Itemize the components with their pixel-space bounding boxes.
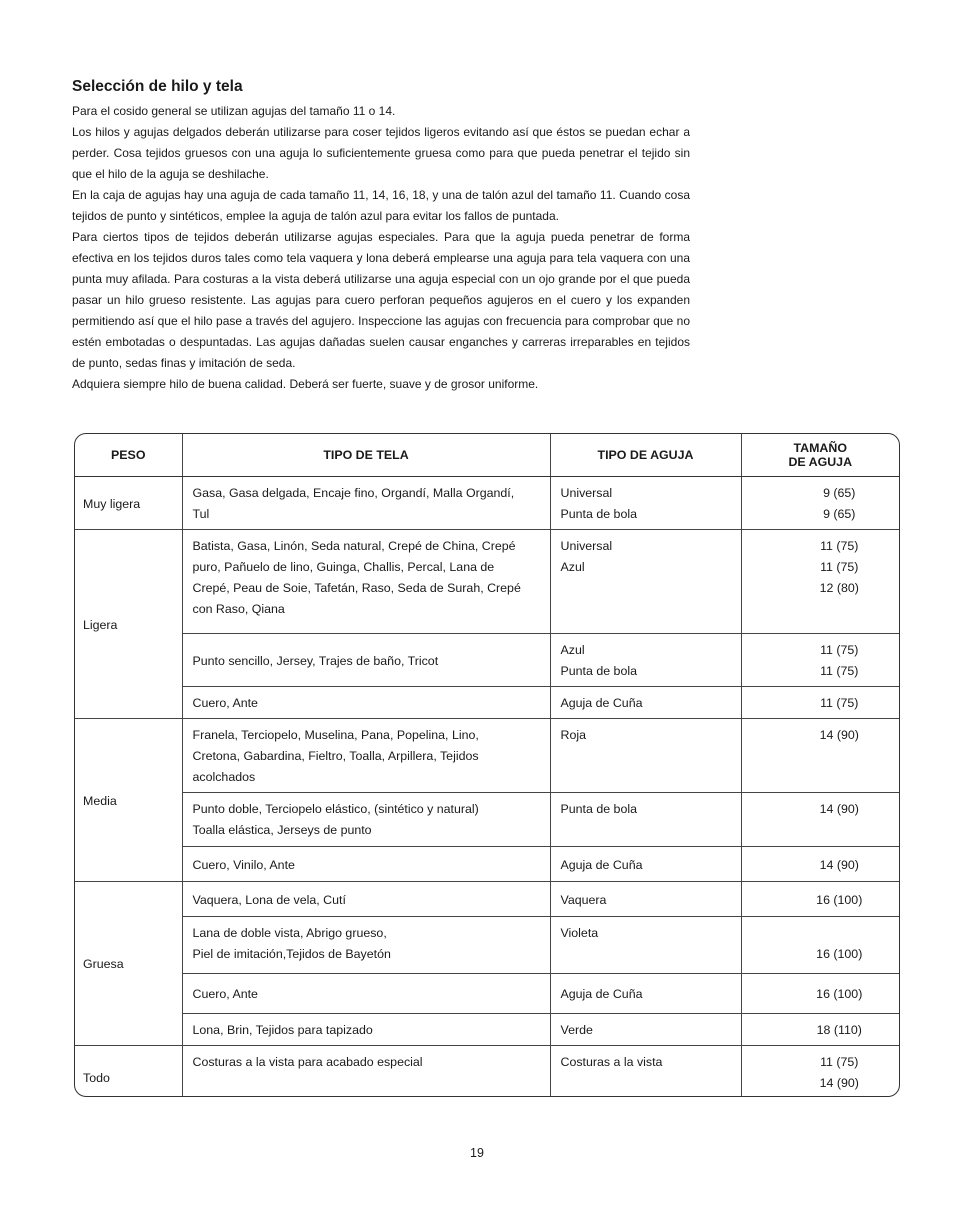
needle-type-cell-line: Aguja de Cuña <box>560 857 643 872</box>
paragraph: Para ciertos tipos de tejidos deberán utilizarse agujas especiales. Para que la aguja pueda penetrar de forma efectiva en los tejidos duros tales como tela vaquera y lona deberá emplearse una aguja para tela vaquera con una punta muy afilada. Para costuras a la vista deberá utilizarse una aguja especial con un ojo grande por el que pueda pasar un hilo grueso resistente. Las agujas para cuero perforan pequeños agujeros en el cuero y los expanden permitiendo así que el hilo pase a través del agujero. Inspeccione las agujas con frecuencia para comprobar que no estén embotadas o despuntadas. Las agujas dañadas suelen causar enganches y carreras irreparables en tejidos de punto, sedas finas y imitación de seda. <box>72 230 690 370</box>
needle-fabric-table <box>74 433 900 1097</box>
fabric-type-cell-line: Piel de imitación,Tejidos de Bayetón <box>192 947 391 961</box>
needle-size-cell <box>741 847 899 882</box>
fabric-type-cell-line: Costuras a la vista para acabado especial <box>192 1055 423 1069</box>
needle-size-cell-line: 9 (65) <box>823 507 856 521</box>
needle-size-cell-line: 11 (75) <box>820 1055 859 1069</box>
table-row <box>75 719 899 793</box>
header-tamano-line1: TAMAÑO <box>793 441 847 455</box>
needle-size-cell <box>741 793 899 847</box>
needle-type-cell <box>550 847 741 882</box>
fabric-type-cell-line: Vaquera, Lona de vela, Cutí <box>192 892 346 907</box>
table-row <box>75 847 899 882</box>
needle-type-cell-line: Roja <box>560 728 586 742</box>
fabric-type-cell-line: con Raso, Qiana <box>192 602 285 616</box>
needle-type-cell <box>550 634 741 687</box>
weight-cell: Todo <box>75 1046 182 1098</box>
needle-size-cell-line: 11 (75) <box>820 664 859 678</box>
needle-type-cell <box>550 974 741 1014</box>
fabric-type-cell-line: Cuero, Ante <box>192 987 258 1001</box>
table-row <box>75 634 899 687</box>
needle-type-cell-line: Aguja de Cuña <box>560 987 643 1001</box>
table-row <box>75 793 899 847</box>
needle-type-cell-line: Punta de bola <box>560 664 637 678</box>
fabric-type-cell-line: Cuero, Vinilo, Ante <box>192 857 295 872</box>
table-row <box>75 530 899 634</box>
fabric-type-cell <box>182 917 550 974</box>
needle-type-cell <box>550 882 741 917</box>
needle-type-cell-line: Verde <box>560 1023 593 1037</box>
needle-type-cell-line: Costuras a la vista <box>560 1055 663 1069</box>
fabric-type-cell <box>182 882 550 917</box>
header-tamano-line2: DE AGUJA <box>788 455 853 469</box>
needle-type-cell-line: Universal <box>560 539 613 553</box>
fabric-type-cell <box>182 847 550 882</box>
needle-size-cell-line: 12 (80) <box>819 581 859 595</box>
needle-size-cell-line: 18 (110) <box>816 1023 862 1037</box>
table-row <box>75 974 899 1014</box>
needle-size-cell <box>741 1046 899 1098</box>
needle-type-cell-line: Azul <box>560 643 585 657</box>
fabric-type-cell <box>182 477 550 530</box>
needle-size-cell <box>741 719 899 793</box>
fabric-type-cell-line: Cretona, Gabardina, Fieltro, Toalla, Arpillera, Tejidos <box>192 749 479 763</box>
fabric-type-cell-line: puro, Pañuelo de lino, Guinga, Challis, Percal, Lana de <box>192 560 495 574</box>
needle-size-cell <box>741 634 899 687</box>
fabric-type-cell-line: Lona, Brin, Tejidos para tapizado <box>192 1023 373 1037</box>
needle-size-cell-line: 14 (90) <box>819 857 859 872</box>
fabric-type-cell-line: Punto sencillo, Jersey, Trajes de baño, Tricot <box>192 653 439 668</box>
needle-type-cell <box>550 917 741 974</box>
fabric-type-cell-line: acolchados <box>192 770 256 784</box>
fabric-type-cell-line: Tul <box>192 507 210 521</box>
needle-size-cell <box>741 974 899 1014</box>
needle-type-cell <box>550 1046 741 1098</box>
fabric-type-cell <box>182 719 550 793</box>
fabric-type-cell <box>182 530 550 634</box>
needle-type-cell <box>550 477 741 530</box>
needle-type-cell <box>550 793 741 847</box>
needle-type-cell <box>550 687 741 719</box>
needle-type-cell-line: Punta de bola <box>560 507 637 521</box>
fabric-type-cell <box>182 974 550 1014</box>
fabric-type-cell <box>182 634 550 687</box>
header-tipo-tela: TIPO DE TELA <box>182 434 550 477</box>
needle-type-cell <box>550 1014 741 1046</box>
fabric-type-cell-line: Gasa, Gasa delgada, Encaje fino, Organdí, Malla Organdí, <box>192 486 515 500</box>
table-row <box>75 1014 899 1046</box>
needle-type-cell-line: Azul <box>560 560 585 574</box>
needle-size-cell <box>741 477 899 530</box>
fabric-type-cell-line: Cuero, Ante <box>192 696 258 710</box>
fabric-type-cell <box>182 1046 550 1098</box>
fabric-type-cell-line: Punto doble, Terciopelo elástico, (sintético y natural) <box>192 802 479 816</box>
needle-size-cell <box>741 917 899 974</box>
needle-size-cell-line: 9 (65) <box>823 486 856 500</box>
needle-size-cell-line <box>790 923 890 944</box>
fabric-type-cell <box>182 1014 550 1046</box>
needle-size-cell-line: 14 (90) <box>819 802 859 816</box>
paragraph: Para el cosido general se utilizan agujas del tamaño 11 o 14. <box>72 104 396 118</box>
needle-size-cell <box>741 687 899 719</box>
header-tamano <box>741 434 899 477</box>
weight-cell: Media <box>75 719 182 882</box>
paragraph: Los hilos y agujas delgados deberán utilizarse para coser tejidos ligeros evitando así que éstos se puedan echar a perder. Cosa tejidos gruesos con una aguja lo suficientemente gruesa como para que pueda penetrar el tejido sin que el hilo de la aguja se deshilache. <box>72 125 690 181</box>
paragraph: Adquiera siempre hilo de buena calidad. Deberá ser fuerte, suave y de grosor uniforme. <box>72 377 539 391</box>
needle-type-cell <box>550 530 741 634</box>
intro-text <box>72 101 690 395</box>
table-row <box>75 1046 899 1098</box>
table-row <box>75 477 899 530</box>
needle-type-cell-line: Universal <box>560 486 613 500</box>
fabric-type-cell <box>182 687 550 719</box>
needle-size-cell-line: 14 (90) <box>819 728 859 742</box>
needle-size-cell-line: 16 (100) <box>816 892 863 907</box>
needle-type-cell-line: Vaquera <box>560 892 607 907</box>
needle-size-cell <box>741 530 899 634</box>
fabric-type-cell-line: Lana de doble vista, Abrigo grueso, <box>192 926 387 940</box>
paragraph: En la caja de agujas hay una aguja de cada tamaño 11, 14, 16, 18, y una de talón azul del tamaño 11. Cuando cosa tejidos de punto y sintéticos, emplee la aguja de talón azul para evitar los fallos de puntada. <box>72 188 690 223</box>
header-peso: PESO <box>75 434 182 477</box>
table-body <box>75 477 899 1098</box>
needle-size-cell-line: 16 (100) <box>816 987 863 1001</box>
weight-cell: Muy ligera <box>75 477 182 530</box>
section-title: Selección de hilo y tela <box>72 78 243 95</box>
needle-type-cell-line: Punta de bola <box>560 802 637 816</box>
weight-cell: Gruesa <box>75 882 182 1046</box>
needle-type-cell-line: Violeta <box>560 926 599 940</box>
needle-size-cell-line: 11 (75) <box>820 560 859 574</box>
needle-size-cell-line: 11 (75) <box>820 696 859 710</box>
fabric-type-cell <box>182 793 550 847</box>
needle-size-cell-line: 11 (75) <box>820 539 859 553</box>
fabric-type-cell-line: Batista, Gasa, Linón, Seda natural, Crepé de China, Crepé <box>192 539 516 553</box>
needle-size-cell <box>741 1014 899 1046</box>
table-row <box>75 687 899 719</box>
needle-type-cell <box>550 719 741 793</box>
fabric-type-cell-line: Franela, Terciopelo, Muselina, Pana, Popelina, Lino, <box>192 728 479 742</box>
table-row <box>75 917 899 974</box>
needle-size-cell <box>741 882 899 917</box>
needle-size-cell-line: 14 (90) <box>819 1076 859 1090</box>
needle-size-cell-line: 11 (75) <box>820 643 859 657</box>
page-number: 19 <box>470 1146 484 1160</box>
header-tipo-aguja: TIPO DE AGUJA <box>550 434 741 477</box>
needle-type-cell-line: Aguja de Cuña <box>560 696 643 710</box>
fabric-type-cell-line: Crepé, Peau de Soie, Tafetán, Raso, Seda de Surah, Crepé <box>192 581 521 595</box>
needle-size-cell-line: 16 (100) <box>816 947 863 961</box>
table-row <box>75 882 899 917</box>
fabric-type-cell-line: Toalla elástica, Jerseys de punto <box>192 823 372 837</box>
weight-cell: Ligera <box>75 530 182 719</box>
